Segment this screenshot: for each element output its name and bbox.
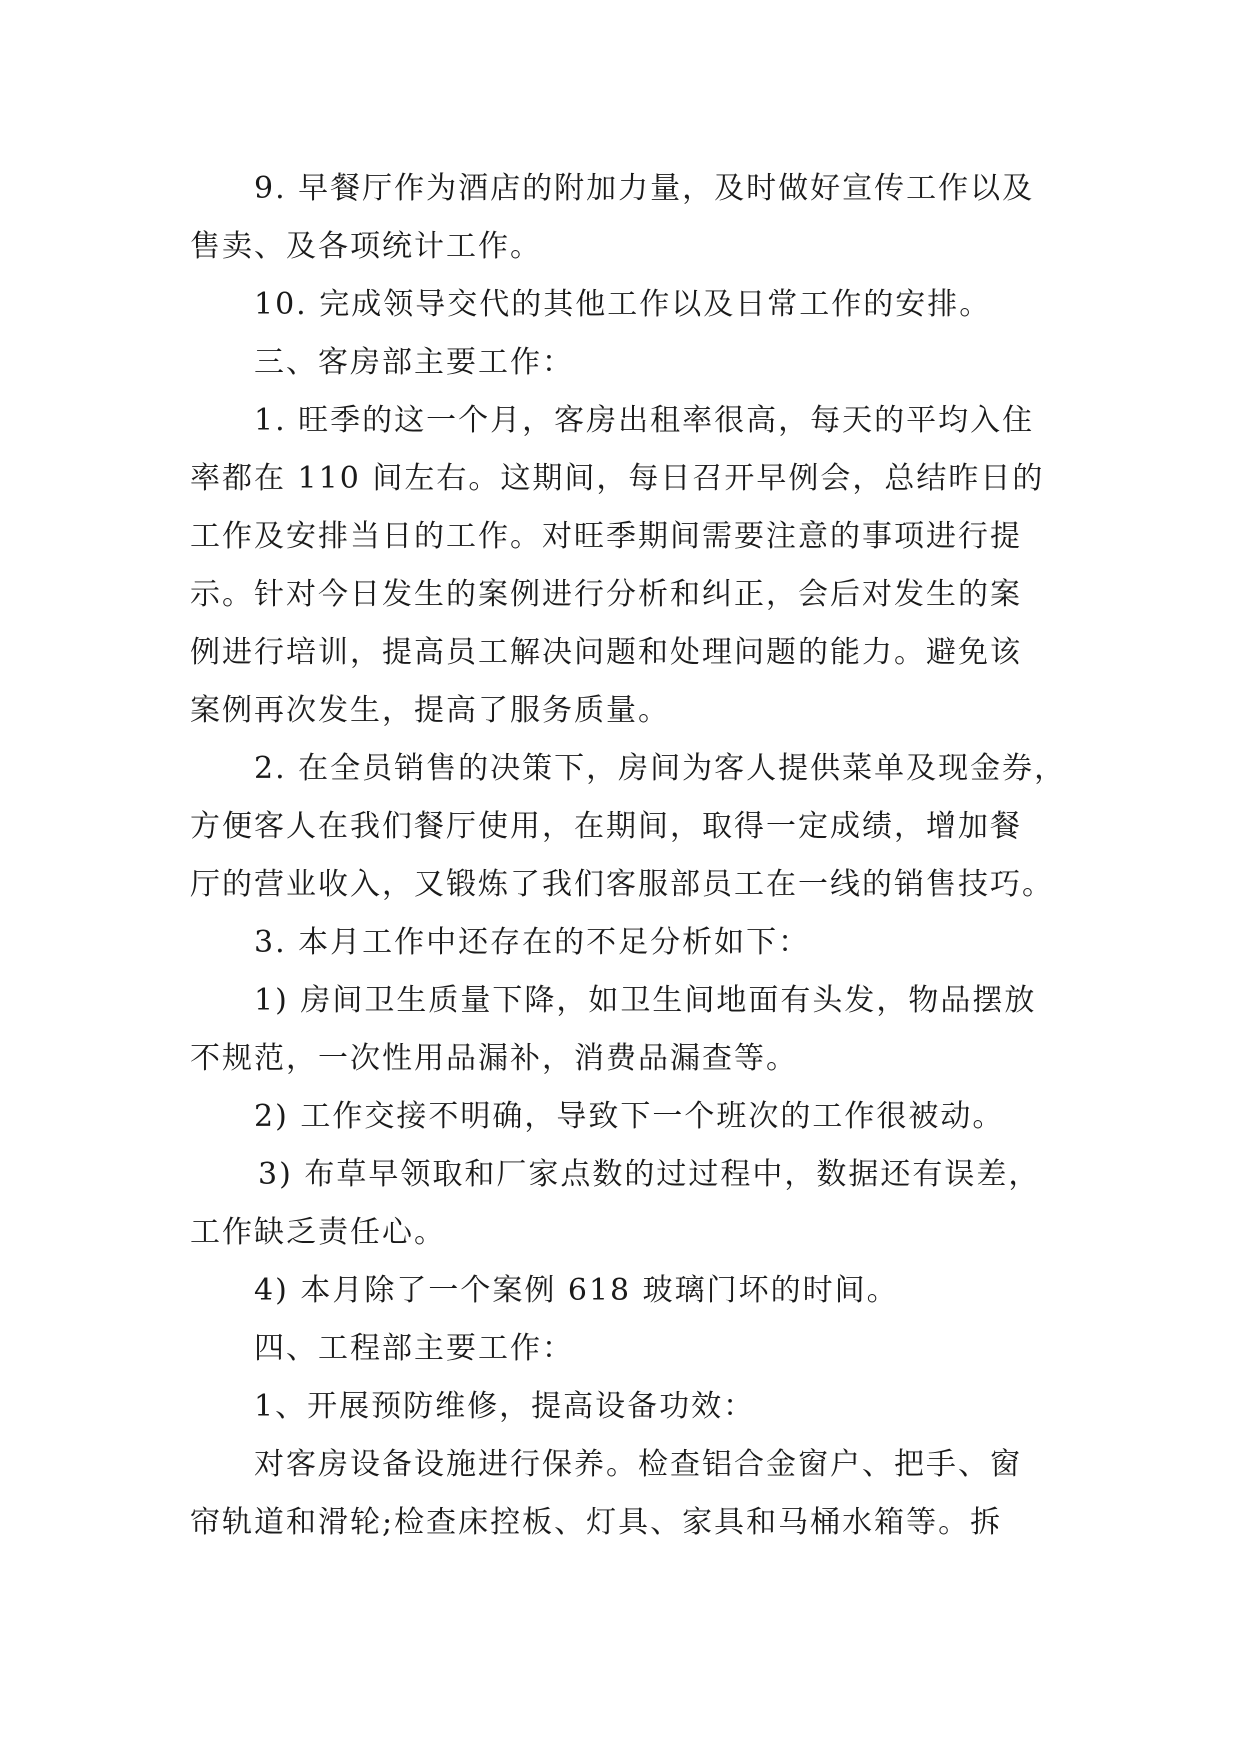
housekeeping-item-2-line-2: 方便客人在我们餐厅使用，在期间，取得一定成绩，增加餐 [190, 809, 1022, 844]
housekeeping-item-1-line-5: 例进行培训，提高员工解决问题和处理问题的能力。避免该 [190, 635, 1022, 670]
housekeeping-item-3: 3. 本月工作中还存在的不足分析如下： [254, 925, 811, 960]
section-heading-engineering: 四、工程部主要工作： [254, 1331, 574, 1366]
paragraph-10: 10. 完成领导交代的其他工作以及日常工作的安排。 [254, 287, 992, 322]
engineering-paragraph-line-1: 对客房设备设施进行保养。检查铝合金窗户、把手、窗 [254, 1447, 1022, 1482]
housekeeping-item-1-line-4: 示。针对今日发生的案例进行分析和纠正，会后对发生的案 [190, 577, 1022, 612]
shortcoming-1-line-1: 1) 房间卫生质量下降，如卫生间地面有头发，物品摆放 [254, 983, 1037, 1018]
engineering-item-1: 1、开展预防维修，提高设备功效： [254, 1389, 756, 1424]
housekeeping-item-1-line-1: 1. 旺季的这一个月，客房出租率很高，每天的平均入住 [254, 403, 1035, 438]
engineering-paragraph-line-2: 帘轨道和滑轮;检查床控板、灯具、家具和马桶水箱等。拆 [190, 1505, 1003, 1540]
shortcoming-2: 2) 工作交接不明确，导致下一个班次的工作很被动。 [254, 1099, 1005, 1134]
housekeeping-item-1-line-3: 工作及安排当日的工作。对旺季期间需要注意的事项进行提 [190, 519, 1022, 554]
paragraph-9-line-2: 售卖、及各项统计工作。 [190, 229, 542, 264]
housekeeping-item-2-line-1: 2. 在全员销售的决策下，房间为客人提供菜单及现金券， [254, 751, 1067, 786]
housekeeping-item-2-line-3: 厅的营业收入，又锻炼了我们客服部员工在一线的销售技巧。 [190, 867, 1054, 902]
shortcoming-1-line-2: 不规范，一次性用品漏补，消费品漏查等。 [190, 1041, 798, 1076]
housekeeping-item-1-line-6: 案例再次发生，提高了服务质量。 [190, 693, 670, 728]
paragraph-9-line-1: 9. 早餐厅作为酒店的附加力量，及时做好宣传工作以及 [254, 171, 1035, 206]
shortcoming-3-line-1: 3) 布草早领取和厂家点数的过过程中，数据还有误差， [258, 1157, 1041, 1192]
shortcoming-4: 4) 本月除了一个案例 618 玻璃门坏的时间。 [254, 1273, 899, 1308]
housekeeping-item-1-line-2: 率都在 110 间左右。这期间，每日召开早例会，总结昨日的 [190, 461, 1045, 496]
section-heading-housekeeping: 三、客房部主要工作： [254, 345, 574, 380]
document-body [190, 160, 1067, 1552]
shortcoming-3-line-2: 工作缺乏责任心。 [190, 1215, 446, 1250]
